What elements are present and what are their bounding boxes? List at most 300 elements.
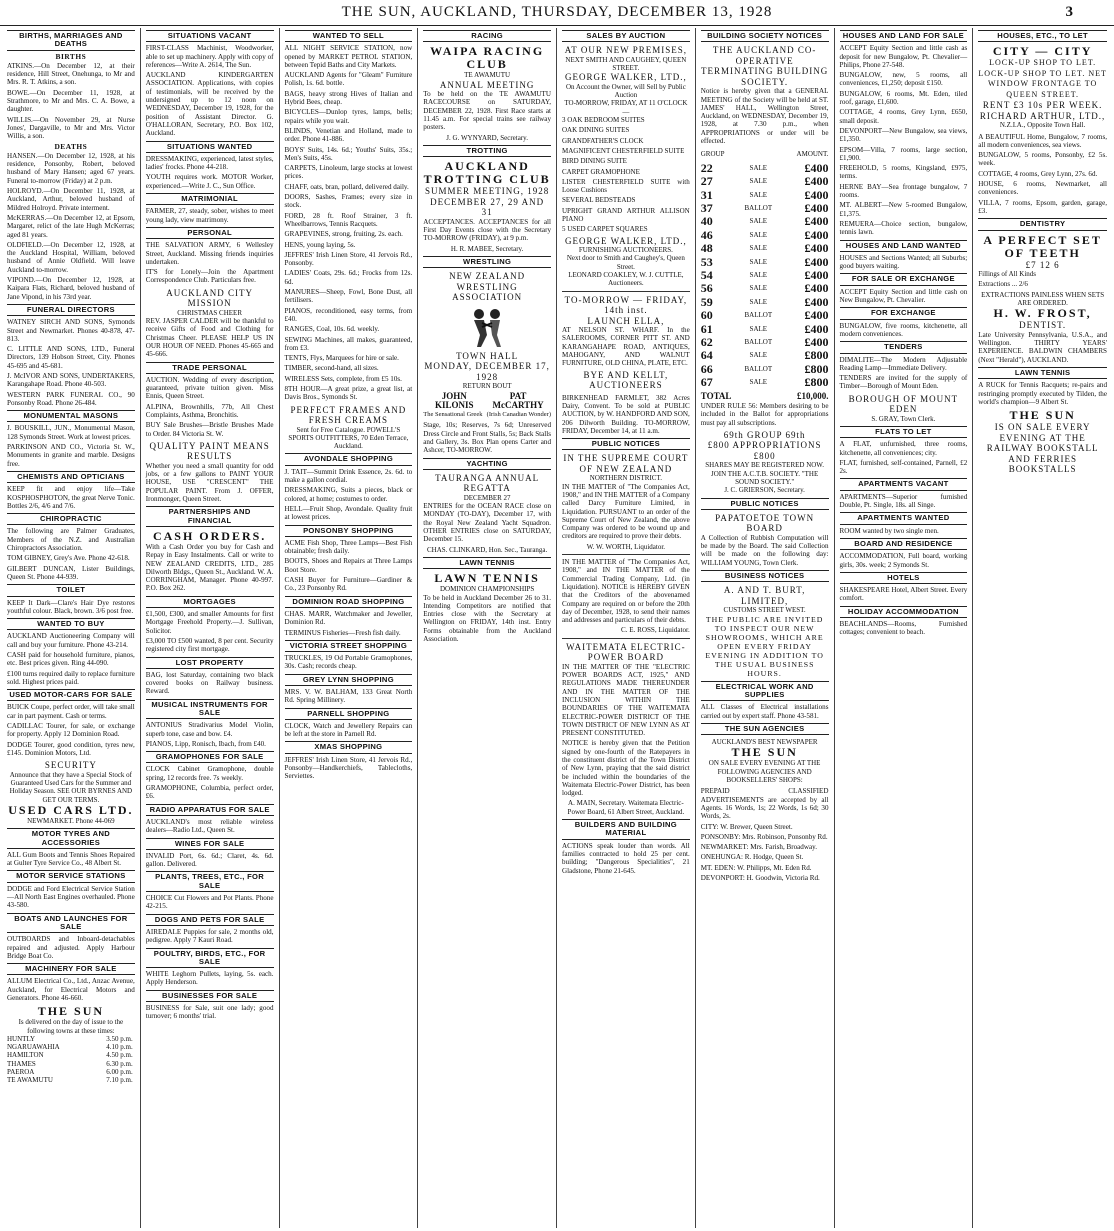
classified-item: ROOM wanted by two single men. xyxy=(839,526,939,535)
classified-item: TRUCKLES, 19 Od Portable Gramophones, 30s. Cash; records cheap. xyxy=(284,654,413,671)
city-rent: RENT £3 10s PER WEEK. xyxy=(982,100,1103,111)
apartments-heading: APARTMENTS VACANT xyxy=(840,478,968,490)
wrestling-org: NEW ZEALAND WRESTLING ASSOCIATION xyxy=(449,271,526,303)
column-2 xyxy=(141,28,280,1228)
lost-list xyxy=(146,671,274,696)
classified-item: APARTMENTS—Superior furnished Double, Pt. Single, 18s. all Singe. xyxy=(839,492,968,510)
papatoetoe-body: A Collection of Rubbish Computation will be made by the Board. The said Collection will be made on the following day: WILLIAM YOUNG, Town Clerk. xyxy=(700,533,829,567)
classified-item: OLDFIELD.—On December 12, 1928, at the Auckland Hospital, William, beloved husband of Annie Oldfield. Will leave Auckland to-morrow. xyxy=(7,240,135,274)
motortrucks-list xyxy=(7,851,135,868)
premises-title: AT OUR NEW PREMISES, xyxy=(564,45,687,56)
group69-title: 69th GROUP 69th xyxy=(723,429,806,440)
flats-list xyxy=(840,440,968,475)
delivery-row: TE AWAMUTU 7.10 p.m. xyxy=(7,1076,133,1085)
classified-item: BUNGALOW, five rooms, kitchenette, all modern conveniences. xyxy=(839,321,968,338)
mission-title: AUCKLAND CITY MISSION xyxy=(166,287,253,309)
waipa-meeting: ANNUAL MEETING xyxy=(439,79,535,90)
walker-auction-ad xyxy=(562,45,690,287)
classified-item: ACTIONS speak louder than words. All families contracted to hold 25 per cent. building; "Dangerous Specialities", 21 Gladstone, Phone 21-645. xyxy=(562,841,690,875)
borough-notice xyxy=(840,394,968,423)
classified-item: AUCTION. Wedding of every description, guaranteed, private tuition given. Miss Ennis, Queen Street. xyxy=(145,375,274,401)
paint-ad xyxy=(146,441,274,503)
appropriation-row: 46 SALE £400 xyxy=(700,227,829,242)
group69-amount: £800 APPROPRIATIONS £800 xyxy=(707,440,822,461)
wrestler-illustration-icon xyxy=(457,305,517,349)
grey-lynn-heading: GREY LYNN SHOPPING xyxy=(285,674,413,686)
waipa-place: TE AWAMUTU xyxy=(464,71,511,80)
holiday-heading: HOLIDAY ACCOMMODATION xyxy=(840,606,968,618)
classified-item: The following are Palmer Graduates, Members of the N.Z. and Australian Chiropractors Association. xyxy=(7,527,135,553)
classified-item: MRS. V. W. BALHAM, 133 Great North Rd. Spring Millinery. xyxy=(284,688,413,705)
classified-item: BOWE.—On December 11, 1928, at Strathmore, to Mr and Mrs. C. A. Bowe, a daughter. xyxy=(7,88,135,114)
agents-list xyxy=(701,823,829,883)
classified-item: OUTBOARDS and Inboard-detachables repaired and adjusted. Apply Harbour Bridge Boat Co. xyxy=(7,935,135,960)
holiday-list xyxy=(840,620,968,637)
teeth-title: A PERFECT SET OF TEETH xyxy=(983,232,1102,260)
board-heading: BOARD AND RESIDENCE xyxy=(840,538,968,550)
parnell-heading: PARNELL SHOPPING xyxy=(285,708,413,720)
classified-item: ALLUM Electrical Co., Ltd., Anzac Avenue, Auckland, for Electrical Motors and Generators. Phone 46-660. xyxy=(7,977,135,1002)
group69-body: SHARES MAY BE REGISTERED NOW. JOIN THE A.C.T.B. SOCIETY. "THE SOUND SOCIETY." xyxy=(705,461,825,486)
classified-item: JEFFRES' Irish Linen Store, 41 Jervois Rd., Ponsonby—Handkerchiefs, Tablecloths, Serviettes. xyxy=(284,755,413,781)
burt-body: THE PUBLIC ARE INVITED TO INSPECT OUR NEW SHOWROOMS, WHICH ARE OPEN EVERY FRIDAY EVENING IN ADDITION TO THE USUAL BUSINESS HOURS. xyxy=(705,614,824,678)
security-ad xyxy=(7,760,135,825)
wanted-to-sell-list xyxy=(285,44,413,383)
classified-item: UPRIGHT GRAND ARTHUR ALLISON PIANO xyxy=(562,206,690,224)
builders-heading: BUILDERS AND BUILDING MATERIAL xyxy=(562,819,690,840)
sun-bookstall-body: IS ON SALE EVERY EVENING AT THE RAILWAY BOOKSTALL AND FERRIES BOOKSTALLS xyxy=(986,422,1099,475)
classified-item: VILLA, 7 rooms, Epsom, garden, garage, £3. xyxy=(978,198,1107,215)
classified-item: CHAS. MARR, Watchmaker and Jeweller, Dominion Rd. xyxy=(284,609,413,627)
column-1 xyxy=(2,28,141,1228)
walker-role: FURNISHING AUCTIONEERS. xyxy=(578,246,673,255)
births-heading: BIRTHS xyxy=(55,51,87,61)
dominion-heading: DOMINION ROAD SHOPPING xyxy=(285,596,413,608)
boats-list xyxy=(7,935,135,960)
let-list xyxy=(978,133,1107,216)
trotting-meeting: SUMMER MEETING, 1928 xyxy=(424,186,550,197)
situations-wanted-heading: SITUATIONS WANTED xyxy=(146,141,274,153)
motortrucks-heading: MOTOR TYRES AND ACCESSORIES xyxy=(7,828,135,849)
classified-item: DIMALITE—The Modern Adjustable Reading Lamp—Immediate Delivery. xyxy=(839,355,968,372)
classified-item: EPSOM—Villa, 7 rooms, large section, £1,900. xyxy=(839,145,968,162)
classified-item: REMUERA—Choice section, bungalow, tennis lawn. xyxy=(839,219,968,237)
classified-item: DODGE and Ford Electrical Service Station—All North East Engines overhauled. Phone 43-580. xyxy=(7,884,135,910)
classified-item: SEVERAL BEDSTEADS xyxy=(562,196,636,205)
toilet-list xyxy=(7,599,135,616)
classified-item: ACME Fish Shop, Three Lamps—Best Fish obtainable; fresh daily. xyxy=(284,538,413,556)
classified-item: GRAPEVINES, strong, fruiting, 2s. each. xyxy=(284,230,403,239)
classified-item: TENTS, Flys, Marquees for hire or sale. xyxy=(284,354,399,363)
society-ad xyxy=(701,45,829,145)
classified-item: AIREDALE Puppies for sale, 2 months old, pedigree. Apply 7 Kauri Road. xyxy=(145,927,274,945)
dentistry-heading: DENTISTRY xyxy=(978,218,1107,230)
delivery-row: PAEROA 6.00 p.m. xyxy=(7,1068,133,1077)
avondale-list xyxy=(285,468,413,522)
premises-body: On Account the Owner, will Sell by Public Auction xyxy=(565,82,686,100)
sun-bookstall-title: THE SUN xyxy=(1009,408,1076,423)
wines-list xyxy=(146,852,274,869)
classified-item: ACCEPT Equity Section and little cash as deposit for new Bungalow, Pt. Chevalier—Philips, Phone 27-548. xyxy=(839,44,968,69)
classified-item: ALL Gum Boots and Tennis Shoes Repaired at Gulter Tyre Service Co., 48 Albert St. xyxy=(7,850,135,868)
delivery-row: NGARUAWAHIA 4.10 p.m. xyxy=(7,1043,133,1052)
chiro-heading: CHIROPRACTIC xyxy=(7,513,135,525)
column-8 xyxy=(973,28,1112,1228)
walker-firm-2: GEORGE WALKER, LTD., xyxy=(565,235,687,246)
trotting-dates: DECEMBER 27, 29 AND 31 xyxy=(430,196,545,218)
classified-item: DOORS, Sashes, Frames; every size in stock. xyxy=(284,193,413,210)
trade-personal-heading: TRADE PERSONAL xyxy=(146,362,274,374)
classified-item: SHAKESPEARE Hotel, Albert Street. Every comfort. xyxy=(839,586,968,603)
classified-item: ONEHUNGA: R. Hodge, Queen St. xyxy=(700,853,804,862)
hotels-heading: HOTELS xyxy=(840,572,968,584)
plants-heading: PLANTS, TREES, ETC., FOR SALE xyxy=(146,871,274,892)
trade-personal-list xyxy=(146,376,274,438)
racing-heading: RACING xyxy=(423,30,551,42)
classified-item: DRESSMAKING, experienced, latest styles, ladies' frocks. Phone 44-218. xyxy=(145,154,274,172)
waitemata-signature: A. MAIN, Secretary. Waitemata Electric-Power Board, 61 Albert Street, Auckland. xyxy=(567,799,685,816)
personal-heading: PERSONAL xyxy=(146,227,274,239)
premises-address: NEXT SMITH AND CAUGHEY, QUEEN STREET. xyxy=(565,55,687,73)
premises-when: TO-MORROW, FRIDAY, AT 11 O'CLOCK— xyxy=(564,99,688,116)
classified-item: FORD, 28 ft. Roof Strainer, 3 ft. Wheelbarrows, Tennis Racquets. xyxy=(284,211,413,228)
yachting-heading: YACHTING xyxy=(423,458,551,470)
cash-orders-body: With a Cash Order you buy for Cash and Repay in Easy Instalments. Call or write to NEW ZEALAND CREDITS, LTD., 285 Dilworth Bldgs., Queen St., Auckland. W. A. CORRINGHAM, Manager. Phone 40-997. P.O. Box 262. xyxy=(145,542,274,593)
classified-item: PONSONBY: Mrs. Robinson, Ponsonby Rd. xyxy=(700,832,828,841)
radio-list xyxy=(146,818,274,835)
classified-item: BEACHLANDS—Rooms, Furnished cottages; convenient to beach. xyxy=(839,620,968,637)
society-title: THE AUCKLAND CO-OPERATIVE TERMINATING BUILDING SOCIETY. xyxy=(701,45,829,87)
classified-item: BUNGALOW, new, 5 rooms, all conveniences, £1,250; deposit £150. xyxy=(839,71,968,88)
eighth-hour-ad: 8TH HOUR—A great prize, a great list, at Davis Bros., Symonds St. xyxy=(284,384,413,402)
frost-name: H. W. FROST, xyxy=(993,306,1092,321)
classified-item: CADILLAC Tourer, for sale, or exchange for property. Apply 12 Dominion Road. xyxy=(7,722,135,739)
burt-address: CUSTOMS STREET WEST. xyxy=(723,606,806,615)
papatoetoe-notice xyxy=(701,513,829,567)
classified-item: VIPOND.—On December 12, 1928, at Kaipara Flats, Richard, beloved husband of Jane Vipond, in his 73rd year. xyxy=(7,276,135,301)
houses-to-let-heading: HOUSES, ETC., TO LET xyxy=(978,30,1107,42)
usedcars-place: NEWMARKET. Phone 44-069 xyxy=(27,816,115,825)
column-5 xyxy=(557,28,696,1228)
avondale-heading: AVONDALE SHOPPING xyxy=(285,453,413,465)
appropriation-row: 31 SALE £400 xyxy=(700,187,829,202)
city-body: LOCK-UP SHOP TO LET. LOCK-UP SHOP TO LET. NET WINDOW FRONTAGE TO QUEEN STREET. xyxy=(978,58,1107,99)
wrestling-ad xyxy=(423,271,551,454)
classified-item: CASH paid for household furniture, pianos, etc. Best prices given. Ring 44-090. xyxy=(7,651,135,668)
classified-item: ATKINS.—On December 12, at their residence, Hill Street, Onehunga, to Mr and Mrs. R. T. Atkins, a son. xyxy=(7,61,135,87)
classified-item: COTTAGE, 4 rooms, Grey Lynn, £650, small deposit. xyxy=(839,108,968,125)
borough-title: BOROUGH OF MOUNT EDEN xyxy=(848,393,959,415)
funeral-list xyxy=(7,318,135,407)
society-body: Notice is hereby given that a GENERAL MEETING of the Society will be held at ST. JAMES' HALL, Wellington Street, Auckland, on WEDNESDAY, December 19, 1928, at 7.30 p.m., when APPROPRIATIONS or under will be effected. xyxy=(700,87,829,146)
appropriation-row: 66 BALLOT £800 xyxy=(700,361,829,376)
column-3 xyxy=(280,28,419,1228)
toilet-heading: TOILET xyxy=(7,584,135,596)
appropriation-row: 22 SALE £400 xyxy=(700,160,829,175)
sun-delivery-table xyxy=(7,1035,135,1085)
court-district: NORTHERN DISTRICT. xyxy=(589,474,662,483)
wrestling-venue: TOWN HALL xyxy=(456,350,519,361)
classified-item: WESTERN PARK FUNERAL CO., 90 Ponsonby Road. Phone 26-484. xyxy=(7,390,135,407)
masthead xyxy=(0,0,1114,26)
classified-item: MT. ALBERT—New 5-roomed Bungalow, £1,375. xyxy=(839,201,968,218)
birkenhead-ad: BIRKENHEAD FARMLET, 382 Acres Dairy, Convent. To be sold at PUBLIC AUCTION, by W. HANDFORD AND SON, 206 Dilworth Building. TO-MORROW, FRIDAY, December 14, at 11 a.m. xyxy=(562,393,690,435)
court-signature: W. W. WORTH, Liquidator. xyxy=(586,542,666,551)
lawn-tennis-2-heading: LAWN TENNIS xyxy=(978,367,1107,379)
sun-delivery-title: THE SUN xyxy=(37,1004,105,1019)
houses-wanted-list xyxy=(840,254,968,271)
classified-item: HOUSES and Sections Wanted; all Suburbs; good buyers waiting. xyxy=(839,253,968,271)
wrestling-bill xyxy=(423,392,551,409)
sun-bookstall-ad xyxy=(978,409,1107,475)
classified-item: AUCKLAND's most reliable wireless dealers—Radio Ltd., Queen St. xyxy=(145,817,274,835)
classified-item: IT'S for Lonely—Join the Apartment Correspondence Club. Particulars free. xyxy=(145,268,274,285)
sun-delivery-note: Is delivered on the day of issue to the following towns at these times: xyxy=(18,1018,124,1035)
mortgages-heading: MORTGAGES xyxy=(146,596,274,608)
classified-item: LISTER CHESTERFIELD SUITE with Loose Cushions xyxy=(562,177,690,195)
sun-delivery-ad xyxy=(7,1005,135,1084)
flats-heading: FLATS TO LET xyxy=(840,426,968,438)
situations-vacant-heading: SITUATIONS VACANT xyxy=(146,30,274,42)
wanted-to-buy-list xyxy=(7,632,135,686)
for-exchange-list xyxy=(840,322,968,339)
classified-item: McKERRAS.—On December 12, at Epsom, Margaret, relict of the late Hugh McKerras; aged 81 years. xyxy=(7,213,135,239)
classified-item: DEVONPORT—New Bungalow, sea views, £1,350. xyxy=(839,126,968,144)
appropriation-row: 62 BALLOT £400 xyxy=(700,335,829,350)
lawn-body: To be held in Auckland December 26 to 31. Intending Competitors are notified that Entries close with the Secretary at Wellington on FRIDAY, 14th inst. Entry Forms obtainable from the Auckland Association. xyxy=(423,593,551,643)
wrestler-b: PAT McCARTHY xyxy=(492,391,544,410)
cash-orders-title: CASH ORDERS. xyxy=(152,528,267,543)
classified-item: MAGNIFICENT CHESTERFIELD SUITE xyxy=(562,146,685,155)
appropriation-row: 27 SALE £400 xyxy=(700,174,829,189)
frost-address: Late University Pennsylvania, U.S.A., and Wellington. THIRTY YEARS' EXPERIENCE. BALDWIN CHAMBERS (Next "Herald"), AUCKLAND. xyxy=(978,330,1107,364)
paint-title: QUALITY PAINT MEANS RESULTS xyxy=(149,440,270,462)
classified-item: BUNGALOW, 5 rooms, Ponsonby, £2 5s. week. xyxy=(978,151,1107,168)
classified-item: CASH Buyer for Furniture—Gardiner & Co., 23 Ponsonby Rd. xyxy=(284,576,413,593)
classified-item: YOUTH requires work. MOTOR Worker, experienced.—Write J. C., Sun Office. xyxy=(145,173,274,190)
classified-item: Extractions ... 2/6 xyxy=(978,280,1028,289)
security-tagline: SECURITY xyxy=(44,760,97,771)
paint-body: Whether you need a small quantity for odd jobs, or a few gallons to PAINT YOUR HOUSE, USE "CRESCENT" THE POPULAR PAINT. From J. OFFER, Ironmonger, Queen Street. xyxy=(145,461,274,504)
classified-item: J. BOUSKILL, JUN., Monumental Mason, 128 Symonds Street. Work at lowest prices. xyxy=(7,424,135,441)
waipa-secretary: J. G. WYNYARD, Secretary. xyxy=(446,133,528,142)
classified-item: COTTAGE, 4 rooms, Grey Lynn, 27s. 6d. xyxy=(978,169,1098,178)
tauranga-date: DECEMBER 27 xyxy=(463,493,511,502)
tauranga-secretary: CHAS. CLINKARD, Hon. Sec., Tauranga. xyxy=(426,545,548,554)
appropriation-row: 48 SALE £400 xyxy=(700,241,829,256)
tenders-heading: TENDERS xyxy=(840,341,968,353)
gramophones-list xyxy=(146,765,274,800)
classified-item: ACCOMMODATION, Full board, working girls, 30s. week; 2 Symonds St. xyxy=(839,552,968,569)
prepaid-note: PREPAID CLASSIFIED ADVERTISEMENTS are accepted by all Agents. 16 Words, 1s; 22 Words, 1s 6d; 30 Words, 2s. xyxy=(700,787,829,821)
delivery-row: HAMILTON 4.50 p.m. xyxy=(7,1051,133,1060)
monumental-list xyxy=(7,424,135,467)
boats-heading: BOATS AND LAUNCHES FOR SALE xyxy=(7,913,135,934)
classified-item: ACCEPT Equity Section and little cash on New Bungalow, Pt. Chevalier. xyxy=(839,287,968,305)
waipa-title: WAIPA RACING CLUB xyxy=(430,44,545,72)
trotting-secretary: H. R. MABEE, Secretary. xyxy=(450,244,524,253)
waitemata-notice xyxy=(562,642,690,816)
classified-item: BLINDS, Venetian and Holland, made to order. Phone 41-886. xyxy=(284,126,413,144)
classified-item: FLAT, furnished, self-contained, Parnell, £2 2s. xyxy=(839,458,968,476)
classified-item: GRAMOPHONE, Columbia, perfect order, £6. xyxy=(145,784,274,801)
apartments-wanted-list xyxy=(840,527,968,535)
classified-item: CLOCK, Watch and Jewellery Repairs can be left at the store in Parnell Rd. xyxy=(284,721,413,739)
classified-item: WHITE Leghorn Pullets, laying, 5s. each. Apply Henderson. xyxy=(145,970,274,987)
wrestling-notes xyxy=(423,411,551,419)
agencies-title: AUCKLAND'S BEST NEWSPAPER xyxy=(711,738,818,747)
city-mission-ad xyxy=(146,288,274,359)
waitemata-title: WAITEMATA ELECTRIC-POWER BOARD xyxy=(566,641,686,663)
classified-item: NEWMARKET: Mrs. Farish, Broadway. xyxy=(700,843,817,852)
classified-item: CITY: W. Brewer, Queen Street. xyxy=(700,822,793,831)
city-shop-ad xyxy=(978,45,1107,129)
classified-item: DEVONPORT: H. Goodwin, Victoria Rd. xyxy=(700,873,820,882)
tauranga-body: ENTRIES for the OCEAN RACE close on MONDAY (TO-DAY), December 17, with the Royal New Zealand Yacht Squadron. OTHER ENTRIES close on SATURDAY, December 15. xyxy=(423,502,551,544)
board-list xyxy=(840,552,968,569)
poultry-list xyxy=(146,970,274,987)
agencies-sun: THE SUN xyxy=(731,745,798,760)
poultry-heading: POULTRY, BIRDS, ETC., FOR SALE xyxy=(146,948,274,969)
plants-list xyxy=(146,894,274,911)
classified-item: CARPETS, Linoleum, large stocks at lowest prices. xyxy=(284,164,413,181)
walker-firm: GEORGE WALKER, LTD., xyxy=(565,72,687,83)
trotting-ad xyxy=(423,160,551,253)
column-4 xyxy=(418,28,557,1228)
classified-item: TOM GIBNEY, Grey's Ave. Phone 42-618. xyxy=(7,554,130,563)
classified-item: BOOTS, Shoes and Repairs at Three Lamps Boot Store. xyxy=(284,557,413,574)
classified-item: BAGS, heavy strong Hives of Italian and Hybrid Bees, cheap. xyxy=(284,89,413,107)
classified-item: HENS, young laying, 5s. xyxy=(284,240,356,249)
classified-item: KEEP fit and enjoy life—Take KOSPHOSPHOTON, the great Nerve Tonic. Bottles 2/6, 4/6 and 7/6. xyxy=(7,485,135,510)
monumental-heading: MONUMENTAL MASONS xyxy=(7,410,135,422)
classified-item: HOUSE, 6 rooms, Newmarket, all conveniences. xyxy=(978,180,1107,197)
classified-item: HERNE BAY—Sea frontage bungalow, 7 rooms. xyxy=(839,182,968,200)
frames-title: PERFECT FRAMES AND FRESH CREAMS xyxy=(290,404,407,426)
building-society-heading: BUILDING SOCIETY NOTICES xyxy=(701,30,829,42)
frost-role: DENTIST. xyxy=(1019,320,1067,331)
classified-item: AUCKLAND Auctioneering Company will call and buy your furniture. Phone 43-214. xyxy=(7,632,135,649)
classified-item: 5 USED CARPET SQUARES xyxy=(562,225,648,234)
classified-item: BIRD DINING SUITE xyxy=(562,157,627,166)
xmas-heading: XMAS SHOPPING xyxy=(285,741,413,753)
appropriation-row: 67 SALE £800 xyxy=(700,375,829,390)
classified-item: J. McIVOR AND SONS, UNDERTAKERS, Karangahape Road. Phone 40-503. xyxy=(7,371,135,389)
waipa-body: To be held on the TE AWAMUTU RACECOURSE on SATURDAY, DECEMBER 22, 1928. First Race starts at 11.45 a.m. For special trains see railway posters. xyxy=(423,90,551,132)
appropriations-total xyxy=(701,392,829,400)
borough-signature: S. GRAY, Town Clerk. xyxy=(871,414,936,423)
funeral-heading: FUNERAL DIRECTORS xyxy=(7,304,135,316)
classified-item: LADIES' Coats, 29s. 6d.; Frocks from 12s. 6d. xyxy=(284,269,413,286)
classified-item: Fillings of All Kinds xyxy=(978,270,1037,279)
sun-agencies-heading: THE SUN AGENCIES xyxy=(701,723,829,735)
court-title: IN THE SUPREME COURT OF NEW ZEALAND xyxy=(563,453,689,474)
lawn-tennis-list xyxy=(978,381,1107,406)
classified-item: BUSINESS for Sale, suit one lady; good turnover; 6 months' trial. xyxy=(145,1004,274,1021)
masthead-title: THE SUN, AUCKLAND, THURSDAY, DECEMBER 13, 1928 xyxy=(341,4,773,20)
classified-item: BUICK Coupe, perfect order, will take small car in part payment. Cash or terms. xyxy=(7,703,135,720)
page-number: 3 xyxy=(1065,4,1074,20)
appropriation-row: 53 SALE £400 xyxy=(700,254,829,269)
classified-item: CHAFF, oats, bran, pollard, delivered daily. xyxy=(284,182,409,191)
dentist-ad xyxy=(978,234,1107,364)
classified-item: THE SALVATION ARMY, 6 Wellesley Street, Auckland. Missing friends inquiries undertaken. xyxy=(145,241,274,266)
classified-item: C. LITTLE AND SONS, LTD., Funeral Directors, 139 Hobson Street, City. Phones 45-695 and 45-681. xyxy=(7,345,135,370)
dominion-list xyxy=(285,610,413,637)
births-marriages-deaths-heading: BIRTHS, MARRIAGES AND DEATHS xyxy=(7,30,135,51)
musical-heading: MUSICAL INSTRUMENTS FOR SALE xyxy=(146,699,274,720)
classified-item: TENDERS are invited for the supply of Timber—Borough of Mount Eden. xyxy=(839,374,968,391)
appropriation-row: 60 BALLOT £400 xyxy=(700,308,829,323)
business-notices-heading: BUSINESS NOTICES xyxy=(701,570,829,582)
classified-item: AUCKLAND KINDERGARTEN ASSOCIATION. Applications, with copies of testimonials, will be received by the undersigned up to 12 noon on WEDNESDAY, December 19, 1928, for the position of Assistant Director. G. O'HALLORAN, Secretary, P.O. Box 102, Auckland. xyxy=(145,71,274,138)
launch-name: LAUNCH ELLA, xyxy=(587,315,665,326)
premises-lots xyxy=(562,116,690,234)
tauranga-ad xyxy=(423,473,551,554)
trotting-body: ACCEPTANCES. ACCEPTANCES for all First Day Events close with the Secretary TO-MORROW (FRIDAY), at 9 p.m. xyxy=(423,217,551,243)
frames-ad xyxy=(285,405,413,451)
situations-wanted-list xyxy=(146,155,274,190)
dogs-heading: DOGS AND PETS FOR SALE xyxy=(146,914,274,926)
classified-item: BAG, lost Saturday, containing two black covered books on Railway business. Reward. xyxy=(145,670,274,696)
victoria-heading: VICTORIA STREET SHOPPING xyxy=(285,640,413,652)
mission-sub: CHRISTMAS CHEER xyxy=(177,308,242,317)
city-banner: CITY — CITY xyxy=(992,44,1093,59)
classified-item: CHOICE Cut Flowers and Pot Plants. Phone 42-215. xyxy=(145,894,274,911)
launch-ad xyxy=(562,295,690,391)
classified-item: RANGES, Coal, 10s. 6d. weekly. xyxy=(284,325,380,334)
classified-item: £3,000 TO £500 wanted, 8 per cent. Security registered city first mortgage. xyxy=(145,636,274,654)
musical-list xyxy=(146,721,274,748)
matrimonial-heading: MATRIMONIAL xyxy=(146,193,274,205)
lost-heading: LOST PROPERTY xyxy=(146,657,274,669)
matter-2: IN THE MATTER of "The Companies Act, 1908," and IN THE MATTER of the Commercial Trading Company, Ltd. (in Liquidation). NOTICE is HEREBY GIVEN that the Creditors of the abovenamed Company are required on or before the 20th day of December, 1928, to send their names and addresses and particulars of their debts. xyxy=(562,558,690,625)
classified-item: £100 turns required daily to replace furniture sold. Highest prices paid. xyxy=(7,669,135,686)
dogs-list xyxy=(146,928,274,945)
chemists-list xyxy=(7,485,135,510)
launch-body: AT NELSON ST. WHARF. In the SALEROOMS, CORNER PITT ST. AND KARANGAHAPE ROAD, ANTIQUES, MAHOGANY, AND WALNUT FURNITURE, OLD CHINA, PLATE, ETC. xyxy=(562,326,690,368)
classified-item: TIMBER, second-hand, all sizes. xyxy=(284,364,379,373)
classified-item: ANTONIUS Stradivarius Model Violin, superb tone, case and bow. £4. xyxy=(145,721,274,738)
burt-ad xyxy=(701,585,829,677)
motorcars-list xyxy=(7,703,135,757)
appropriations-header-row: GROUP AMOUNT. xyxy=(700,150,829,159)
appropriation-row: 56 SALE £400 xyxy=(700,281,829,296)
machinery-list xyxy=(7,977,135,1002)
wrestler-a-note: The Sensational Greek xyxy=(423,411,483,419)
matter-2-signature: C. E. ROSS, Liquidator. xyxy=(620,626,690,635)
tauranga-title: TAURANGA ANNUAL REGATTA xyxy=(435,472,540,494)
service-heading: MOTOR SERVICE STATIONS xyxy=(7,870,135,882)
frames-body: Sent for Free Catalogue. POWELL'S SPORTS OUTFITTERS, 70 Eden Terrace, Auckland. xyxy=(288,425,409,451)
richard-arthur: RICHARD ARTHUR, LTD., xyxy=(979,110,1106,121)
classified-item: BUNGALOW, 6 rooms, Mt. Eden, tiled roof, garage, £1,600. xyxy=(839,89,968,107)
mission-body: REV. JASPER CALDER will be thankful to receive Gifts of Food and Clothing for Christmas Cheer. PLEASE HELP US IN OUR HOUR OF NEED. Phones 45-665 and 45-666. xyxy=(145,317,274,359)
apartments-list xyxy=(840,493,968,510)
newspaper-columns xyxy=(2,28,1112,1228)
hotels-list xyxy=(840,586,968,603)
auction-heading: SALES BY AUCTION xyxy=(562,30,690,42)
wrestling-body: Stage, 10s; Reserves, 7s 6d; Unreserved Dress Circle and Front Stalls, 5s; Back Stalls and Gallery, 3s. Box Plan opens Carter and Ashcer, TO-MORROW. xyxy=(423,421,551,455)
business-heading: BUSINESSES FOR SALE xyxy=(146,990,274,1002)
court-notice xyxy=(562,453,690,551)
teeth-price: £7 12 6 xyxy=(1025,259,1060,270)
deaths-list xyxy=(7,152,135,301)
houses-land-list xyxy=(840,44,968,236)
wrestling-heading: WRESTLING xyxy=(423,256,551,268)
parnell-list xyxy=(285,722,413,739)
radio-heading: RADIO APPARATUS FOR SALE xyxy=(146,804,274,816)
